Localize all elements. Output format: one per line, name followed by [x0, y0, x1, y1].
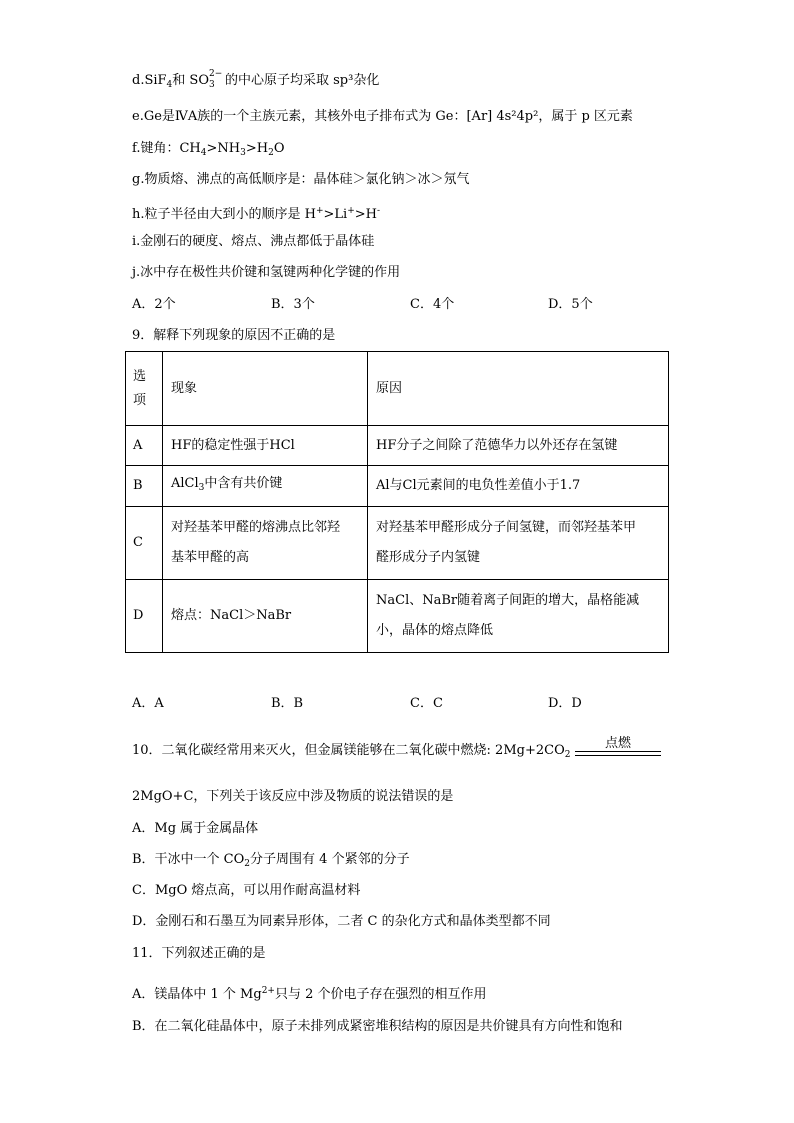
- reaction-condition: 点燃: [605, 736, 632, 751]
- row-option: B: [126, 466, 163, 507]
- q8-option-b[interactable]: B．3个: [271, 297, 315, 312]
- reaction-condition-arrow: [575, 730, 665, 760]
- statement-h: h.粒子半径由大到小的顺序是 H+>Li+>H-: [132, 206, 381, 222]
- q11-stem: 11．下列叙述正确的是: [132, 946, 266, 961]
- table-row: [126, 426, 669, 466]
- equals-bar-top: [575, 751, 661, 752]
- q10-option-d[interactable]: D．金刚石和石墨互为同素异形体，二者 C 的杂化方式和晶体类型都不同: [132, 914, 551, 929]
- statement-g: g.物质熔、沸点的高低顺序是：晶体硅＞氯化钠＞冰＞氖气: [132, 172, 470, 187]
- equals-bar-bottom: [575, 755, 661, 756]
- q8-option-c[interactable]: C．4个: [410, 297, 455, 312]
- statement-i: i.金刚石的硬度、熔点、沸点都低于晶体硅: [132, 234, 375, 249]
- row-reason: HF分子之间除了范德华力以外还存在氢键: [368, 426, 669, 466]
- q11-option-b[interactable]: B．在二氧化硅晶体中，原子未排列成紧密堆积结构的原因是共价键具有方向性和饱和: [132, 1019, 623, 1034]
- table-row: [126, 466, 669, 507]
- row-option: C: [126, 507, 163, 580]
- header-phenomenon: 现象: [163, 352, 368, 426]
- q10-option-b[interactable]: B．干冰中一个 $CO_2$分子周围有 4 个紧邻的分子: [132, 852, 410, 869]
- header-option: 选 项: [126, 352, 163, 426]
- header-reason: 原因: [368, 352, 669, 426]
- row-option: D: [126, 580, 163, 653]
- statement-f: f.键角：$CH_4>NH_3>H_2O$: [132, 141, 285, 158]
- q9-options: [132, 695, 652, 713]
- q8-option-a[interactable]: A．2个: [132, 297, 176, 312]
- row-phenomenon: HF的稳定性强于HCl: [163, 426, 368, 466]
- row-phenomenon: AlCl$_3$中含有共价键: [163, 466, 368, 507]
- q9-option-c[interactable]: C．C: [410, 696, 443, 711]
- statement-d: d.SiF$_4$和 SO 2− 3 的中心原子均采取 sp³杂化: [132, 69, 380, 90]
- row-phenomenon: 对羟基苯甲醛的熔沸点比邻羟 基苯甲醛的高: [163, 507, 368, 580]
- q10-option-a[interactable]: A．Mg 属于金属晶体: [132, 821, 259, 836]
- q9-option-b[interactable]: B．B: [271, 696, 304, 711]
- q10-stem-cont: 2MgO+C，下列关于该反应中涉及物质的说法错误的是: [132, 789, 454, 804]
- q10-option-c[interactable]: C．MgO 熔点高，可以用作耐高温材料: [132, 883, 361, 898]
- q11-option-a[interactable]: A．镁晶体中 1 个 $Mg^{2+}$只与 2 个价电子存在强烈的相互作用: [132, 986, 487, 1002]
- table-row: [126, 507, 669, 580]
- q10-stem: 10．二氧化碳经常用来灭火，但金属镁能够在二氧化碳中燃烧: $2Mg+2CO_2$: [132, 743, 571, 760]
- q8-options: [132, 296, 652, 314]
- statement-e: e.Ge是ⅣA族的一个主族元素，其核外电子排布式为 Ge：[Ar] 4s²4p²，属于 p 区元素: [132, 109, 633, 124]
- statement-j: j.冰中存在极性共价键和氢键两种化学键的作用: [132, 265, 401, 280]
- q8-option-d[interactable]: D．5个: [548, 297, 593, 312]
- row-reason: 对羟基苯甲醛形成分子间氢键，而邻羟基苯甲 醛形成分子内氢键: [368, 507, 669, 580]
- q9-stem: 9．解释下列现象的原因不正确的是: [132, 328, 336, 343]
- q9-option-d[interactable]: D．D: [548, 696, 582, 711]
- row-reason: NaCl、NaBr随着离子间距的增大，晶格能减 小，晶体的熔点降低: [368, 580, 669, 653]
- q9-table: [125, 351, 669, 653]
- q9-option-a[interactable]: A．A: [132, 696, 164, 711]
- row-option: A: [126, 426, 163, 466]
- row-phenomenon: 熔点：NaCl＞NaBr: [163, 580, 368, 653]
- table-row: [126, 580, 669, 653]
- table-header-row: [126, 352, 669, 426]
- row-reason: Al与Cl元素间的电负性差值小于1.7: [368, 466, 669, 507]
